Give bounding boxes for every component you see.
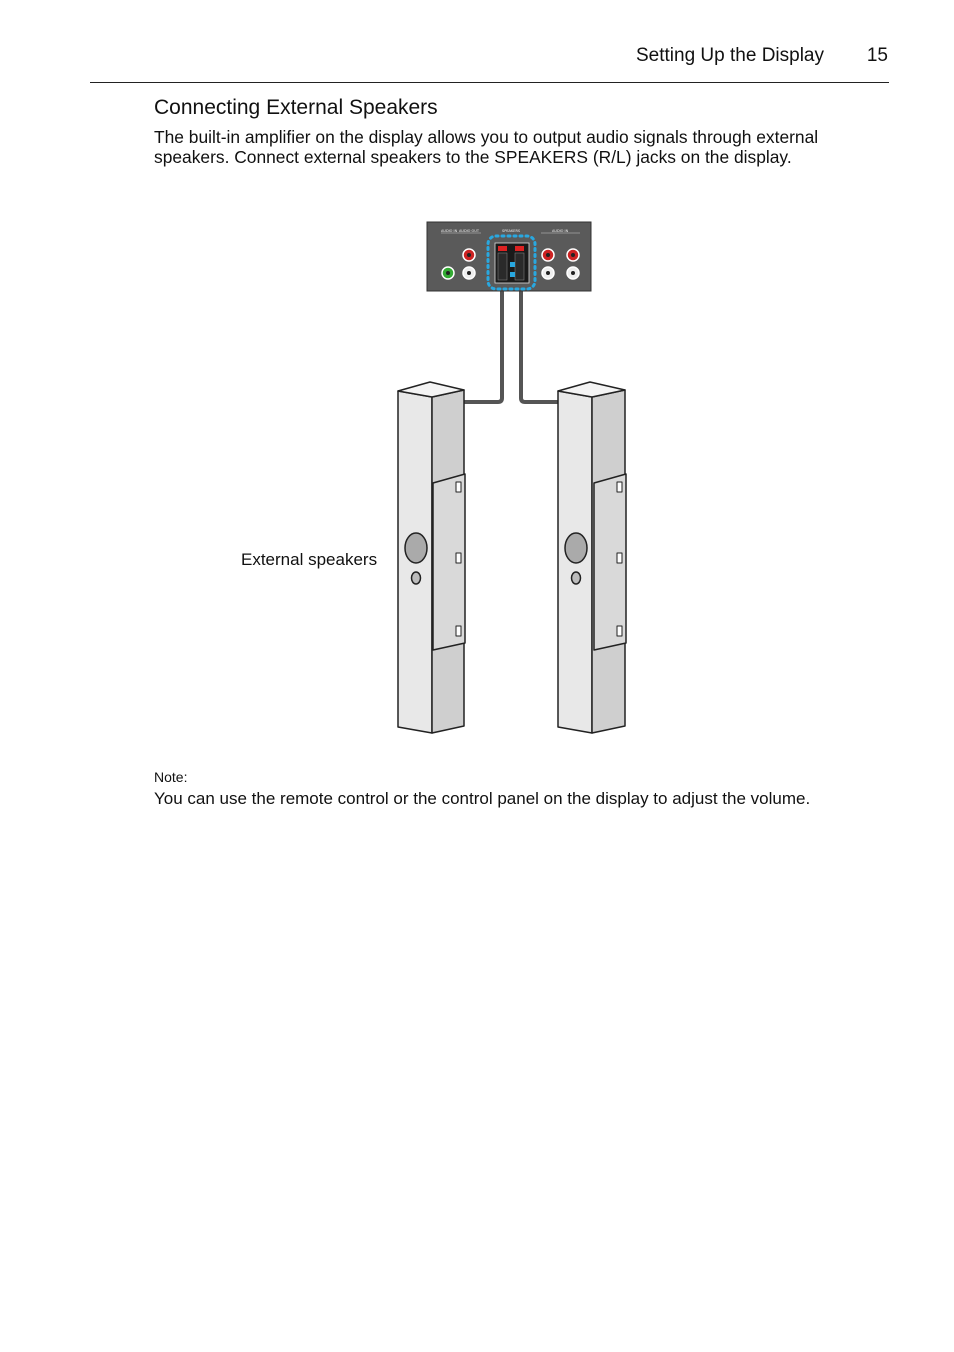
- header-rule: [90, 82, 889, 83]
- connector-panel: [427, 222, 591, 291]
- panel-label-speakers: SPEAKERS: [502, 229, 521, 233]
- external-speakers-callout: External speakers: [241, 550, 378, 569]
- speaker-woofer: [565, 533, 587, 563]
- right-speaker: [558, 382, 626, 733]
- note-text: You can use the remote control or the control panel on the display to adjust the volume.: [154, 789, 811, 808]
- left-speaker: [398, 382, 465, 733]
- panel-label-audio-in-2: AUDIO IN: [552, 229, 569, 233]
- panel-label-audio-out: AUDIO OUT: [459, 229, 480, 233]
- speaker-woofer: [405, 533, 427, 563]
- header-title: Setting Up the Display: [636, 45, 824, 66]
- section-title: Connecting External Speakers: [154, 96, 438, 119]
- speaker-port: [412, 572, 421, 584]
- cable-left: [464, 287, 502, 402]
- intro-paragraph: The built-in amplifier on the display allows you to output audio signals through external speakers. Connect external speakers to the SPEAKERS (R/L) jacks on the display.: [154, 127, 819, 167]
- speaker-port: [572, 572, 581, 584]
- page-number: 15: [866, 45, 888, 66]
- figure-svg: [380, 215, 660, 740]
- panel-label-audio-in: AUDIO IN: [441, 229, 458, 233]
- speaker-connection-figure: [380, 215, 660, 740]
- speaker-terminals: [495, 243, 529, 283]
- speaker-cables: [464, 287, 560, 402]
- note-label: Note:: [154, 769, 188, 785]
- cable-right: [521, 287, 560, 402]
